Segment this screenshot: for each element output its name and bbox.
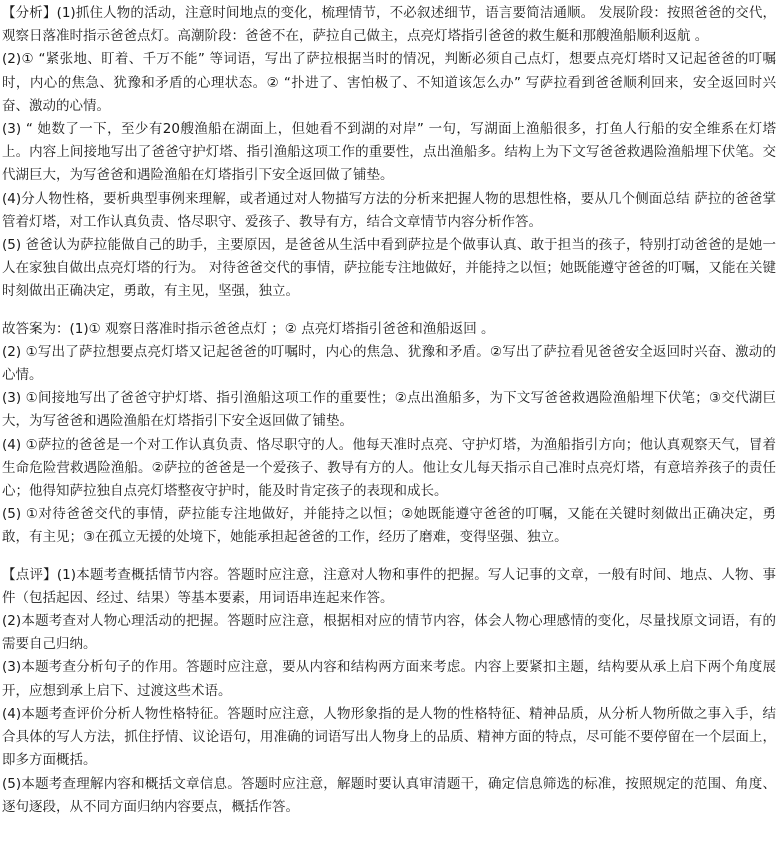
comment-paragraph-1: 【点评】(1)本题考查概括情节内容。答题时应注意，注意对人物和事件的把握。写人记事的文章，一般有时间、地点、人物、事件（包括起因、经过、结果）等基本要素，用词语串连起来作答。 xyxy=(2,566,776,606)
comment-paragraph-4: (4)本题考查评价分析人物性格特征。答题时应注意，人物形象指的是人物的性格特征、精神品质，从分析人物所做之事入手，结合具体的写人方法，抓住抒情、议论语句，用准确的词语写出人物身上的品质、精神方面的特点，尽可能不要停留在一个层面上，即多方面概括。 xyxy=(2,705,776,769)
answer-paragraph-1: 故答案为：(1)① 观察日落准时指示爸爸点灯 ；② 点亮灯塔指引爸爸和渔船返回 。 xyxy=(2,320,495,337)
analysis-paragraph-1: 【分析】(1)抓住人物的活动，注意时间地点的变化，梳理情节，不必叙述细节，语言要简洁通顺。 发展阶段：按照爸爸的交代，观察日落准时指示爸爸点灯。高潮阶段：爸爸不在，萨拉自己做主，点亮灯塔指引爸爸的救生艇和那艘渔船顺利返航 。 xyxy=(2,5,776,45)
analysis-paragraph-3: (3) “ 她数了一下，至少有20艘渔船在湖面上，但她看不到湖的对岸” 一句，写湖面上渔船很多，打鱼人行船的安全维系在灯塔上。内容上间接地写出了爸爸守护灯塔、指引渔船这项工作的重要性，点出渔船多。结构上为下文写爸爸救遇险渔船埋下伏笔。交代湖巨大，为写爸爸和遇险渔船在灯塔指引下安全返回做了铺垫。 xyxy=(2,121,776,184)
analysis-section xyxy=(2,2,776,304)
section-spacer xyxy=(2,550,776,564)
comment-paragraph-3: (3)本题考查分析句子的作用。答题时应注意，要从内容和结构两方面来考虑。内容上要紧扣主题，结构要从承上启下两个角度展开，应想到承上启下、过渡这些术语。 xyxy=(2,659,776,699)
answer-section xyxy=(2,318,776,550)
answer-paragraph-4: (4) ①萨拉的爸爸是一个对工作认真负责、恪尽职守的人。他每天准时点亮、守护灯塔，为渔船指引方向；他认真观察天气，冒着生命危险营救遇险渔船。②萨拉的爸爸是一个爱孩子、教导有方的人。他让女儿每天指示自己准时点亮灯塔，有意培养孩子的责任心；他得知萨拉独自点亮灯塔整夜守护时，能及时肯定孩子的表现和成长。 xyxy=(2,436,776,500)
comment-paragraph-5: (5)本题考查理解内容和概括文章信息。答题时应注意，解题时要认真审清题干，确定信息筛选的标准，按照规定的范围、角度、逐句逐段，从不同方面归纳内容要点，概括作答。 xyxy=(2,775,776,815)
analysis-paragraph-2: (2)① “紧张地、盯着、千万不能” 等词语，写出了萨拉根据当时的情况，判断必须自己点灯，想要点亮灯塔时又记起爸爸的叮嘱时，内心的焦急、犹豫和矛盾的心理状态。② “扑进了、害怕极了、不知道该怎么办” 写萨拉看到爸爸顺利回来，安全返回时兴奋、激动的心情。 xyxy=(2,51,776,114)
analysis-paragraph-5: (5) 爸爸认为萨拉能做自己的助手，主要原因，是爸爸从生活中看到萨拉是个做事认真、敢于担当的孩子，特别打动爸爸的是她一人在家独自做出点亮灯塔的行为。 对待爸爸交代的事情，萨拉能专注地做好，并能持之以恒；她既能遵守爸爸的叮嘱，又能在关键时刻做出正确决定，勇敢，有主见，坚强，独立。 xyxy=(2,237,776,300)
comment-section xyxy=(2,564,776,819)
analysis-paragraph-4: (4)分人物性格，要析典型事例来理解，或者通过对人物描写方法的分析来把握人物的思想性格，要从几个侧面总结 萨拉的爸爸掌管着灯塔，对工作认真负责、恪尽职守、爱孩子、教导有方，结合文章情节内容分析作答。 xyxy=(2,190,776,230)
comment-paragraph-2: (2)本题考查对人物心理活动的把握。答题时应注意，根据相对应的情节内容，体会人物心理感情的变化，尽量找原文词语，有的需要自己归纳。 xyxy=(2,613,776,653)
answer-paragraph-2: (2) ①写出了萨拉想要点亮灯塔又记起爸爸的叮嘱时，内心的焦急、犹豫和矛盾。②写出了萨拉看见爸爸安全返回时兴奋、激动的心情。 xyxy=(2,343,776,384)
answer-paragraph-3: (3) ①间接地写出了爸爸守护灯塔、指引渔船这项工作的重要性；②点出渔船多，为下文写爸爸救遇险渔船埋下伏笔；③交代湖巨大，为写爸爸和遇险渔船在灯塔指引下安全返回做了铺垫。 xyxy=(2,390,776,430)
answer-paragraph-5: (5) ①对待爸爸交代的事情，萨拉能专注地做好，并能持之以恒；②她既能遵守爸爸的叮嘱，又能在关键时刻做出正确决定，勇敢，有主见；③在孤立无援的处境下，她能承担起爸爸的工作，经历了磨难，变得坚强、独立。 xyxy=(2,506,776,546)
section-spacer xyxy=(2,304,776,318)
